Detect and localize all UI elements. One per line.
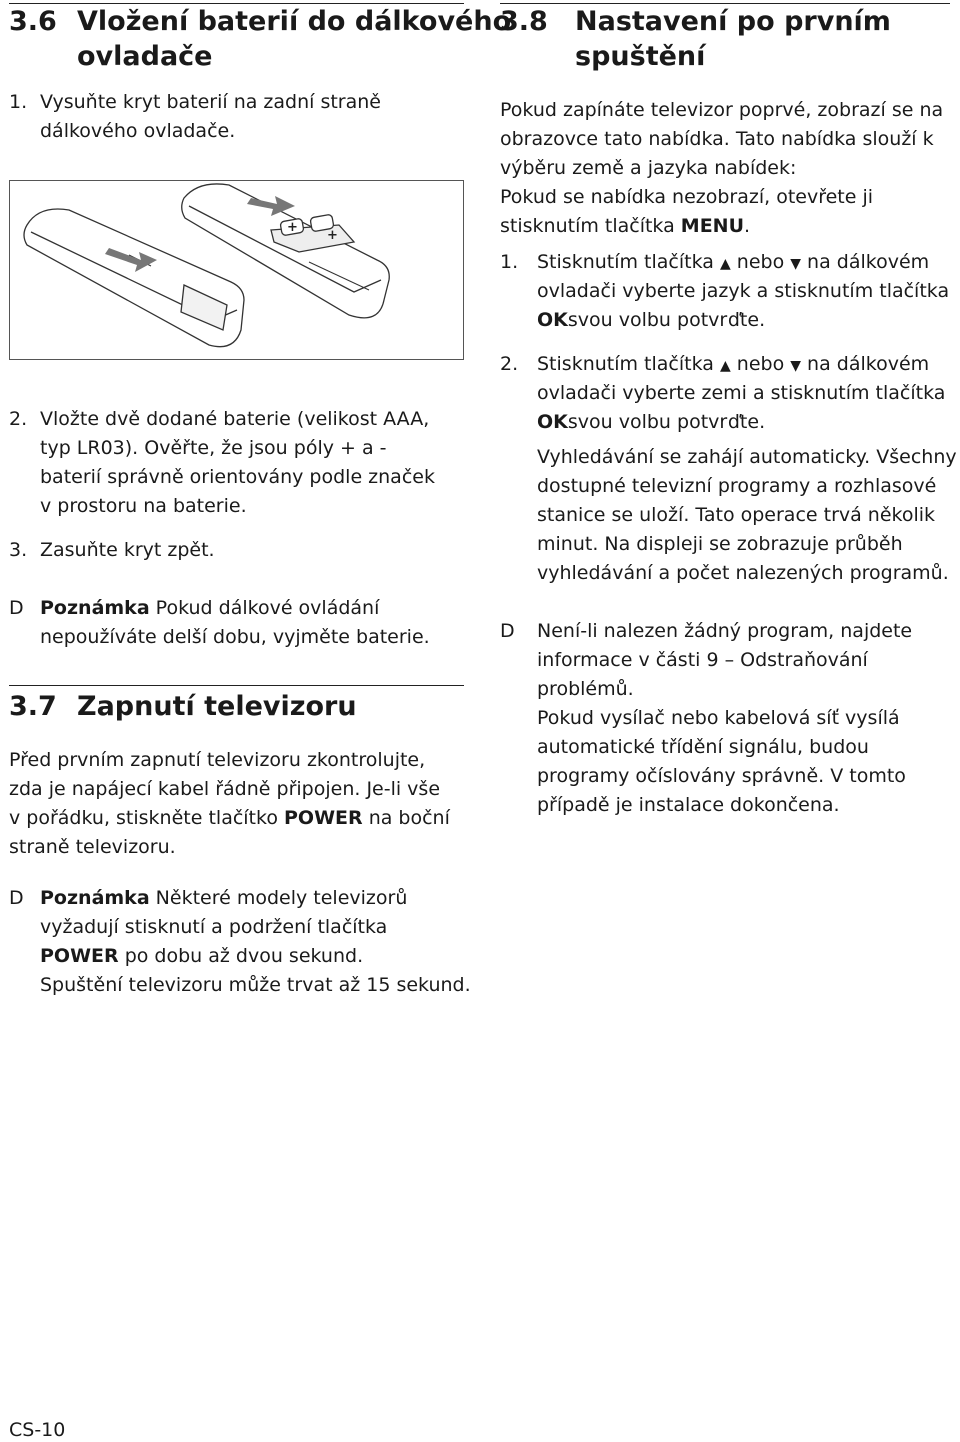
s38-step2-p2-line2: dostupné televizní programy a rozhlasové <box>537 475 937 497</box>
s37-para-line2: zda je napájecí kabel řádně připojen. Je-li vše <box>9 778 441 800</box>
s38-note-marker: D <box>500 620 515 642</box>
s38-note-line4: Pokud vysílač nebo kabelová síť vysílá <box>537 707 900 729</box>
s37-para-line3-post: na boční <box>362 807 450 829</box>
s37-para-line3 <box>9 804 450 833</box>
s38-note-line5: automatické třídění signálu, budou <box>537 736 869 758</box>
s38-note-line7: případě je instalace dokončena. <box>537 794 840 816</box>
s38-step1-line1-a: Stisknutím tlačítka <box>537 251 720 273</box>
s38-step2-p2-line1: Vyhledávání se zahájí automaticky. Všechny <box>537 446 957 468</box>
section-37-number: 3.7 <box>9 691 57 722</box>
s38-step1-line3 <box>537 306 765 335</box>
battery-plus-sign-1: + <box>287 220 298 235</box>
s38-note-line1: Není-li nalezen žádný program, najdete <box>537 620 913 642</box>
s36-note-line1 <box>40 594 379 623</box>
s38-step1-line3-rest: svou volbu potvrďte. <box>567 309 766 331</box>
section-38-title-line1: Nastavení po prvním <box>575 6 891 37</box>
s38-note-line2: informace v části 9 – Odstraňování <box>537 649 868 671</box>
s38-step2-line3 <box>537 408 765 437</box>
section-37-title: Zapnutí televizoru <box>77 691 357 722</box>
s37-para-line4: straně televizoru. <box>9 836 176 858</box>
s38-step2-p2-line4: minut. Na displeji se zobrazuje průběh <box>537 533 903 555</box>
s36-step1-line1: Vysuňte kryt baterií na zadní straně <box>40 91 381 113</box>
down-arrow-icon: ▼ <box>790 256 802 272</box>
s36-note-line2: nepoužíváte delší dobu, vyjměte baterie. <box>40 626 430 648</box>
section-38-title-line2: spuštění <box>575 41 706 72</box>
s37-note-line4: Spuštění televizoru může trvat až 15 sekund. <box>40 974 471 996</box>
s38-step1-line1-b: nebo <box>730 251 791 273</box>
s37-note-line1 <box>40 884 407 913</box>
s37-note-line1-rest: Některé modely televizorů <box>149 887 408 909</box>
s38-step2-line1 <box>537 350 929 381</box>
s38-step2-line1-c: na dálkovém <box>801 353 930 375</box>
s37-para-line3-pre: v pořádku, stiskněte tlačítko <box>9 807 284 829</box>
s37-note-marker: D <box>9 887 24 909</box>
s38-step2-p2-line5: vyhledávání a počet nalezených programů. <box>537 562 949 584</box>
down-arrow-icon: ▼ <box>790 358 802 374</box>
s37-note-label: Poznámka <box>40 887 150 909</box>
s37-power-keyword: POWER <box>284 807 363 829</box>
s36-step2-line3: baterií správně orientovány podle značek <box>40 466 435 488</box>
s38-menu-keyword: MENU <box>680 215 745 237</box>
s38-step2-p2-line3: stanice se uloží. Tato operace trvá několik <box>537 504 936 526</box>
s36-step2-number: 2. <box>9 408 28 430</box>
s38-intro-line5 <box>500 212 750 241</box>
s38-step2-line2: ovladači vyberte zemi a stisknutím tlačítka <box>537 382 946 404</box>
section-36-rule <box>9 3 464 4</box>
battery-plus-sign-2: + <box>327 228 338 243</box>
s36-step1-number: 1. <box>9 91 28 113</box>
s37-note-line3-rest: po dobu až dvou sekund. <box>118 945 364 967</box>
s38-step2-line1-a: Stisknutím tlačítka <box>537 353 720 375</box>
s38-intro-line5-pre: stisknutím tlačítka <box>500 215 681 237</box>
s38-step2-ok-keyword: OK <box>537 411 568 433</box>
s37-note-line2: vyžadují stisknutí a podržení tlačítka <box>40 916 388 938</box>
s38-intro-line2: obrazovce tato nabídka. Tato nabídka slouží k <box>500 128 934 150</box>
s38-step2-line3-rest: svou volbu potvrďte. <box>567 411 766 433</box>
section-36-title-line2: ovladače <box>77 41 213 72</box>
s36-note-label: Poznámka <box>40 597 150 619</box>
s38-note-line3: problémů. <box>537 678 634 700</box>
section-36-number: 3.6 <box>9 6 57 37</box>
s38-step1-line1-c: na dálkovém <box>801 251 930 273</box>
s38-step1-number: 1. <box>500 251 519 273</box>
s38-step2-number: 2. <box>500 353 519 375</box>
s37-note-power-keyword: POWER <box>40 945 119 967</box>
page-number: CS-10 <box>9 1419 66 1441</box>
s36-step2-line2: typ LR03). Ověřte, že jsou póly + a - <box>40 437 387 459</box>
s38-step1-line1 <box>537 248 929 279</box>
s38-step2-line1-b: nebo <box>730 353 791 375</box>
section-38-number: 3.8 <box>500 6 548 37</box>
up-arrow-icon: ▲ <box>719 358 731 374</box>
section-37-rule <box>9 685 464 686</box>
s36-step3-number: 3. <box>9 539 28 561</box>
s38-intro-line1: Pokud zapínáte televizor poprvé, zobrazí se na <box>500 99 944 121</box>
s36-note-marker: D <box>9 597 24 619</box>
s38-note-line6: programy očíslovány správně. V tomto <box>537 765 906 787</box>
remote-battery-illustration <box>9 180 464 360</box>
s36-step1-line2: dálkového ovladače. <box>40 120 236 142</box>
s38-intro-line5-post: . <box>744 215 751 237</box>
s38-intro-line3: výběru země a jazyka nabídek: <box>500 157 797 179</box>
s36-step2-line1: Vložte dvě dodané baterie (velikost AAA, <box>40 408 430 430</box>
section-38-rule <box>500 3 950 4</box>
s37-para-line1: Před prvním zapnutí televizoru zkontrolujte, <box>9 749 426 771</box>
s38-intro-line4: Pokud se nabídka nezobrazí, otevřete ji <box>500 186 874 208</box>
up-arrow-icon: ▲ <box>719 256 731 272</box>
s36-step2-line4: v prostoru na baterie. <box>40 495 247 517</box>
s36-note-line1-rest: Pokud dálkové ovládání <box>149 597 380 619</box>
s38-step1-line2: ovladači vyberte jazyk a stisknutím tlačítka <box>537 280 950 302</box>
s38-step1-ok-keyword: OK <box>537 309 568 331</box>
section-36-title-line1: Vložení baterií do dálkového <box>77 6 512 37</box>
s36-step3-line1: Zasuňte kryt zpět. <box>40 539 215 561</box>
s37-note-line3 <box>40 942 363 971</box>
